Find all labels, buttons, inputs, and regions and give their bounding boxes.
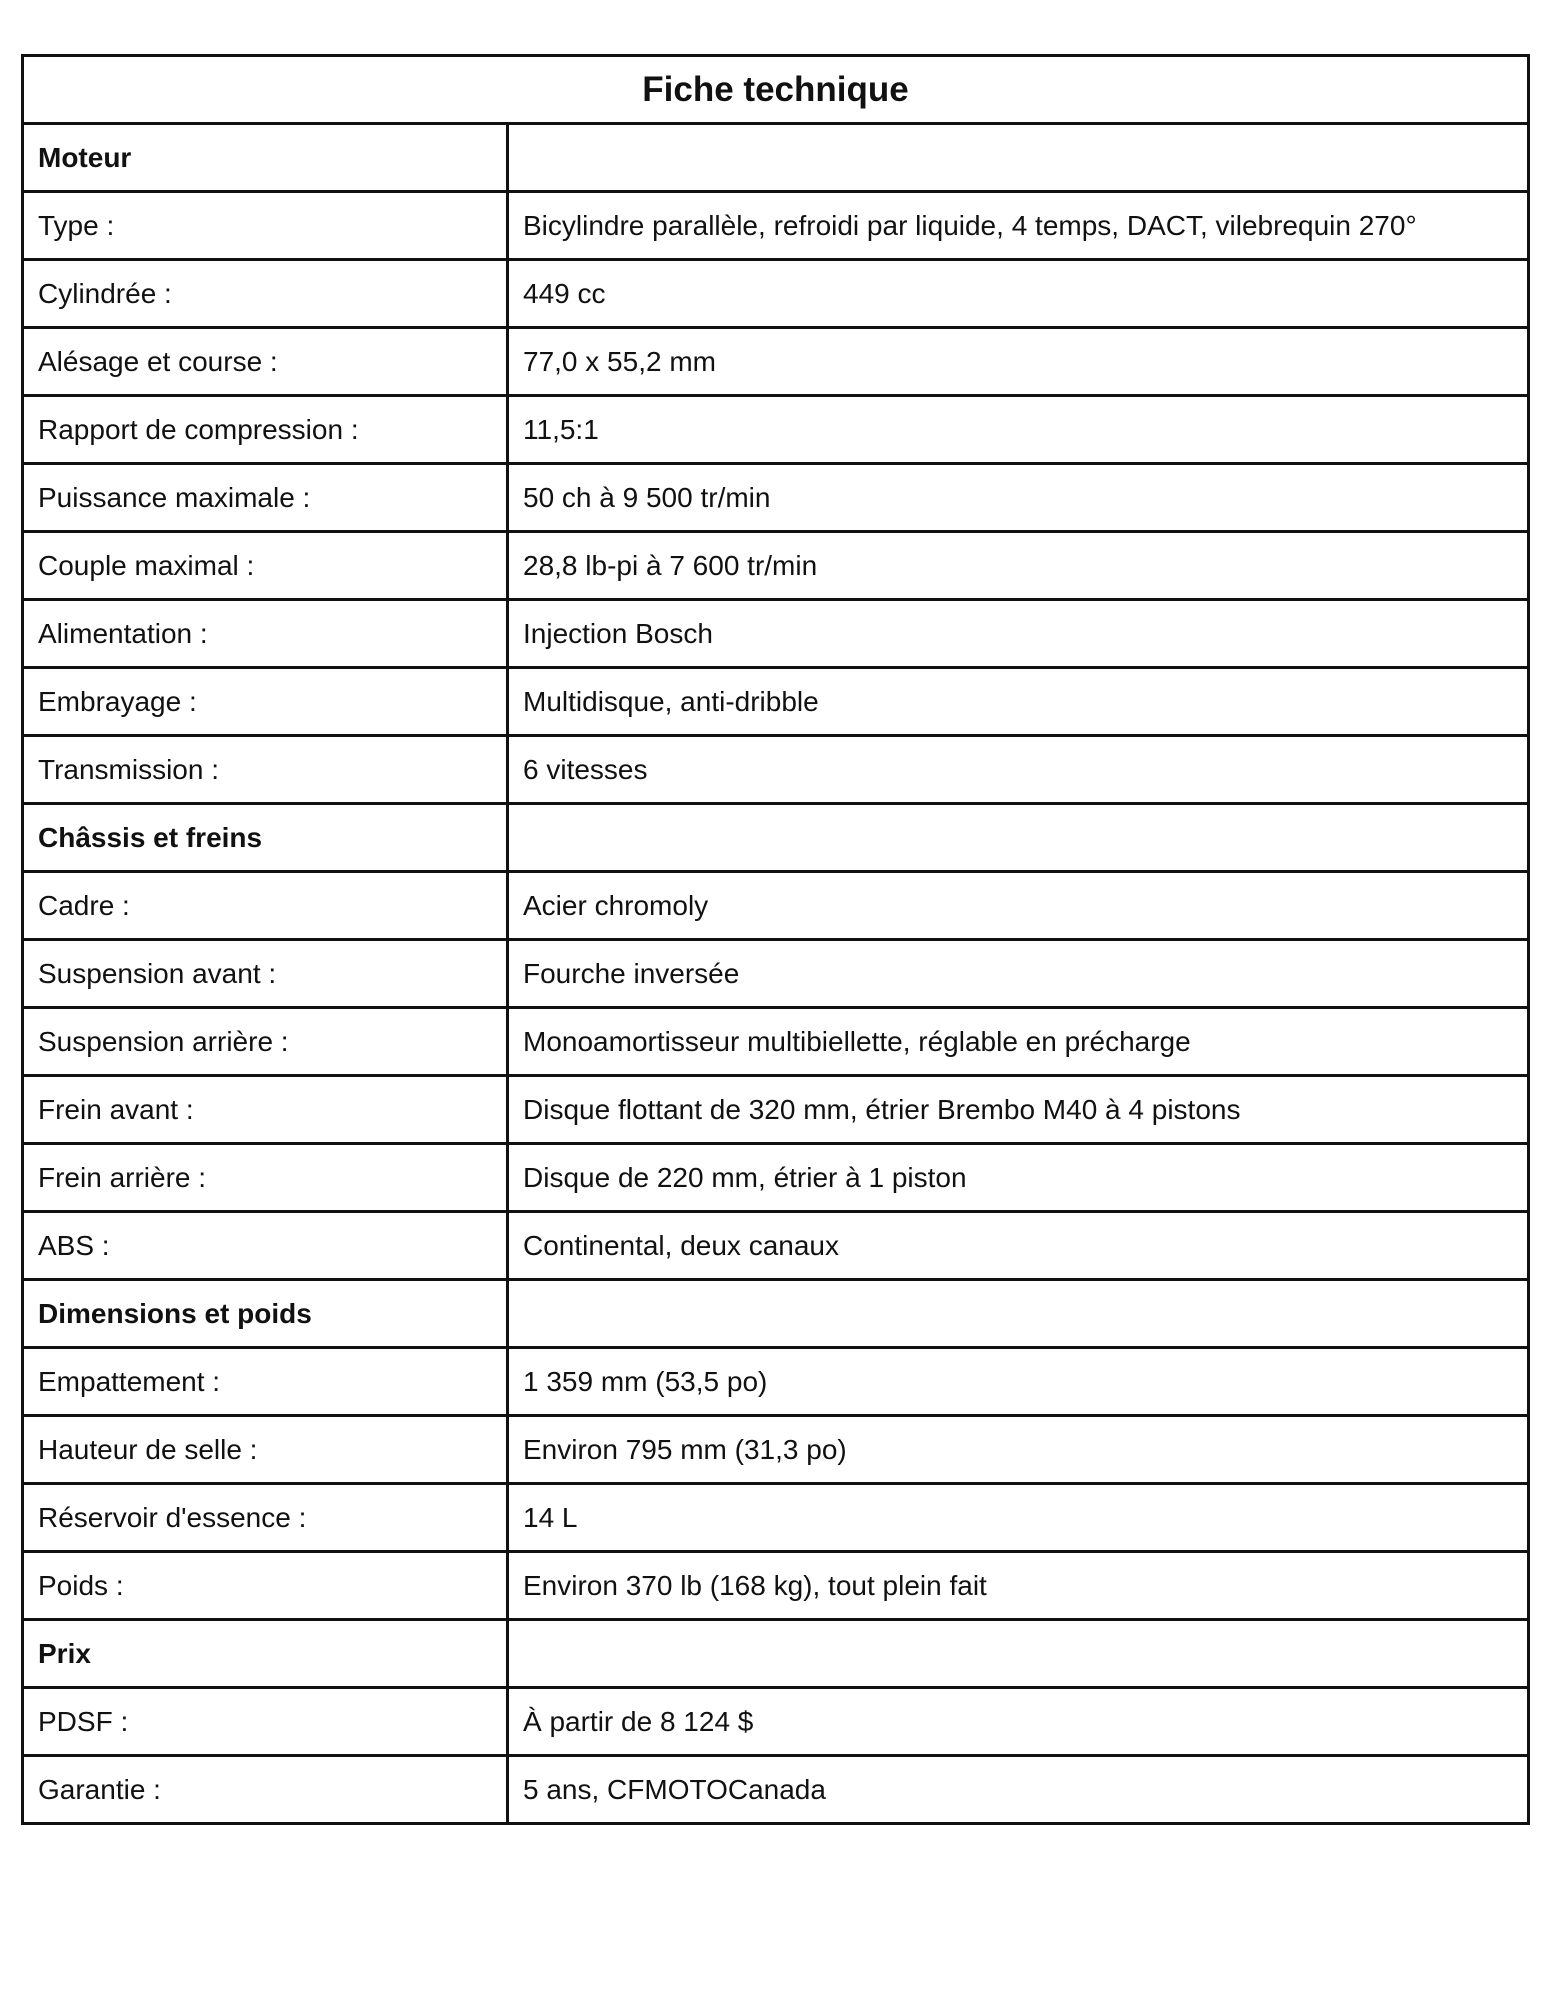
- spec-label: Cylindrée :: [23, 260, 508, 328]
- spec-value: Disque flottant de 320 mm, étrier Brembo M40 à 4 pistons: [508, 1076, 1529, 1144]
- spec-value: 28,8 lb-pi à 7 600 tr/min: [508, 532, 1529, 600]
- spec-label: ABS :: [23, 1212, 508, 1280]
- spec-label: Transmission :: [23, 736, 508, 804]
- spec-label: Type :: [23, 192, 508, 260]
- section-header-row: [23, 1280, 1529, 1348]
- spec-label: Suspension arrière :: [23, 1008, 508, 1076]
- spec-body: [23, 124, 1529, 1824]
- spec-value: 5 ans, CFMOTOCanada: [508, 1756, 1529, 1824]
- table-row: [23, 1144, 1529, 1212]
- spec-value: Continental, deux canaux: [508, 1212, 1529, 1280]
- table-row: [23, 192, 1529, 260]
- table-row: [23, 260, 1529, 328]
- section-heading: Dimensions et poids: [23, 1280, 508, 1348]
- table-row: [23, 1008, 1529, 1076]
- spec-label: Couple maximal :: [23, 532, 508, 600]
- spec-label: Suspension avant :: [23, 940, 508, 1008]
- spec-label: Frein arrière :: [23, 1144, 508, 1212]
- spec-label: Puissance maximale :: [23, 464, 508, 532]
- section-header-empty-cell: [508, 124, 1529, 192]
- section-header-row: [23, 124, 1529, 192]
- spec-value: 77,0 x 55,2 mm: [508, 328, 1529, 396]
- spec-label: Frein avant :: [23, 1076, 508, 1144]
- spec-value: À partir de 8 124 $: [508, 1688, 1529, 1756]
- table-row: [23, 872, 1529, 940]
- section-heading: Prix: [23, 1620, 508, 1688]
- spec-value: Multidisque, anti-dribble: [508, 668, 1529, 736]
- table-row: [23, 1212, 1529, 1280]
- spec-label: PDSF :: [23, 1688, 508, 1756]
- section-header-empty-cell: [508, 804, 1529, 872]
- spec-label: Poids :: [23, 1552, 508, 1620]
- spec-label: Hauteur de selle :: [23, 1416, 508, 1484]
- table-row: [23, 532, 1529, 600]
- table-row: [23, 668, 1529, 736]
- page-title: Fiche technique: [23, 56, 1529, 124]
- spec-value: Monoamortisseur multibiellette, réglable en précharge: [508, 1008, 1529, 1076]
- spec-table: [21, 54, 1530, 1825]
- table-row: [23, 1484, 1529, 1552]
- spec-value: 1 359 mm (53,5 po): [508, 1348, 1529, 1416]
- section-header-empty-cell: [508, 1280, 1529, 1348]
- section-header-row: [23, 1620, 1529, 1688]
- table-row: [23, 1756, 1529, 1824]
- spec-label: Cadre :: [23, 872, 508, 940]
- spec-label: Réservoir d'essence :: [23, 1484, 508, 1552]
- table-row: [23, 1348, 1529, 1416]
- spec-value: 14 L: [508, 1484, 1529, 1552]
- section-header-row: [23, 804, 1529, 872]
- table-row: [23, 1416, 1529, 1484]
- spec-label: Garantie :: [23, 1756, 508, 1824]
- spec-value: Injection Bosch: [508, 600, 1529, 668]
- spec-value: 50 ch à 9 500 tr/min: [508, 464, 1529, 532]
- spec-value: 6 vitesses: [508, 736, 1529, 804]
- spec-value: Environ 370 lb (168 kg), tout plein fait: [508, 1552, 1529, 1620]
- spec-label: Alésage et course :: [23, 328, 508, 396]
- spec-value: Bicylindre parallèle, refroidi par liquide, 4 temps, DACT, vilebrequin 270°: [508, 192, 1529, 260]
- table-row: [23, 1076, 1529, 1144]
- spec-value: Fourche inversée: [508, 940, 1529, 1008]
- table-row: [23, 396, 1529, 464]
- section-heading: Châssis et freins: [23, 804, 508, 872]
- table-row: [23, 1688, 1529, 1756]
- spec-label: Rapport de compression :: [23, 396, 508, 464]
- table-row: [23, 736, 1529, 804]
- spec-label: Alimentation :: [23, 600, 508, 668]
- spec-value: Environ 795 mm (31,3 po): [508, 1416, 1529, 1484]
- spec-value: Acier chromoly: [508, 872, 1529, 940]
- section-heading: Moteur: [23, 124, 508, 192]
- spec-value: 449 cc: [508, 260, 1529, 328]
- table-row: [23, 464, 1529, 532]
- spec-label: Empattement :: [23, 1348, 508, 1416]
- spec-value: Disque de 220 mm, étrier à 1 piston: [508, 1144, 1529, 1212]
- section-header-empty-cell: [508, 1620, 1529, 1688]
- spec-label: Embrayage :: [23, 668, 508, 736]
- spec-value: 11,5:1: [508, 396, 1529, 464]
- table-row: [23, 600, 1529, 668]
- title-row: [23, 56, 1529, 124]
- table-row: [23, 328, 1529, 396]
- table-row: [23, 1552, 1529, 1620]
- table-row: [23, 940, 1529, 1008]
